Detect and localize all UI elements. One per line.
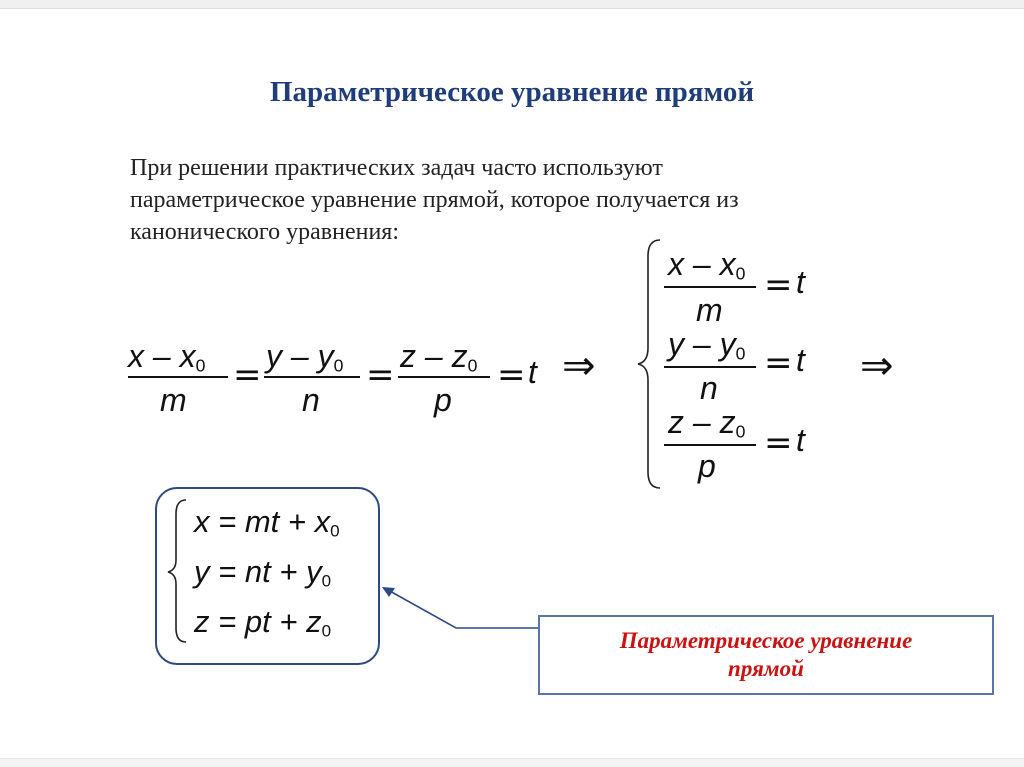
- callout-label-line-2: прямой: [728, 656, 804, 681]
- page-title: Параметрическое уравнение прямой: [269, 76, 755, 108]
- param-t: t: [796, 342, 805, 378]
- implies-arrow-2: ⇒: [860, 343, 894, 389]
- param-eq-y: y = nt + $y_0$: [194, 554, 332, 591]
- param-eq-x: x = mt + $x_0$: [194, 504, 340, 541]
- canonical-den-p: p: [434, 382, 452, 418]
- equals-sign: =: [497, 355, 526, 395]
- intro-line-2: параметрическое уравнение прямой, которое получается из: [130, 187, 739, 213]
- intro-line-1: При решении практических задач часто используют: [130, 155, 663, 181]
- parametric-brace: [168, 500, 186, 642]
- system-fraction-z-num: z – $z_0$: [668, 404, 746, 442]
- param-t: t: [528, 354, 537, 390]
- param-eq-z: z = pt + $z_0$: [194, 604, 332, 641]
- system-den-m: m: [696, 292, 723, 328]
- system-fraction-x-num: x – $x_0$: [668, 246, 746, 284]
- system-den-p: p: [698, 448, 716, 484]
- system-fraction-y-num: y – $y_0$: [668, 326, 746, 364]
- canonical-fraction-z: z – $z_0$: [400, 338, 478, 376]
- equals-sign: =: [366, 355, 395, 395]
- canonical-fraction-y: y – $y_0$: [266, 338, 344, 376]
- equals-sign: =: [764, 343, 793, 383]
- canonical-fraction-x: x – $x_0$: [128, 338, 206, 376]
- connector-line: [388, 590, 538, 628]
- equals-sign: =: [764, 265, 793, 305]
- equals-sign: =: [233, 355, 262, 395]
- equals-sign: =: [764, 423, 793, 463]
- implies-arrow-1: ⇒: [562, 343, 596, 389]
- canonical-den-n: n: [302, 382, 320, 418]
- param-t: t: [796, 264, 805, 300]
- canonical-den-m: m: [160, 382, 187, 418]
- system-brace: [638, 240, 660, 488]
- system-den-n: n: [700, 370, 718, 406]
- intro-line-3: канонического уравнения:: [130, 219, 400, 245]
- callout-label-line-1: Параметрическое уравнение: [619, 628, 913, 653]
- param-t: t: [796, 422, 805, 458]
